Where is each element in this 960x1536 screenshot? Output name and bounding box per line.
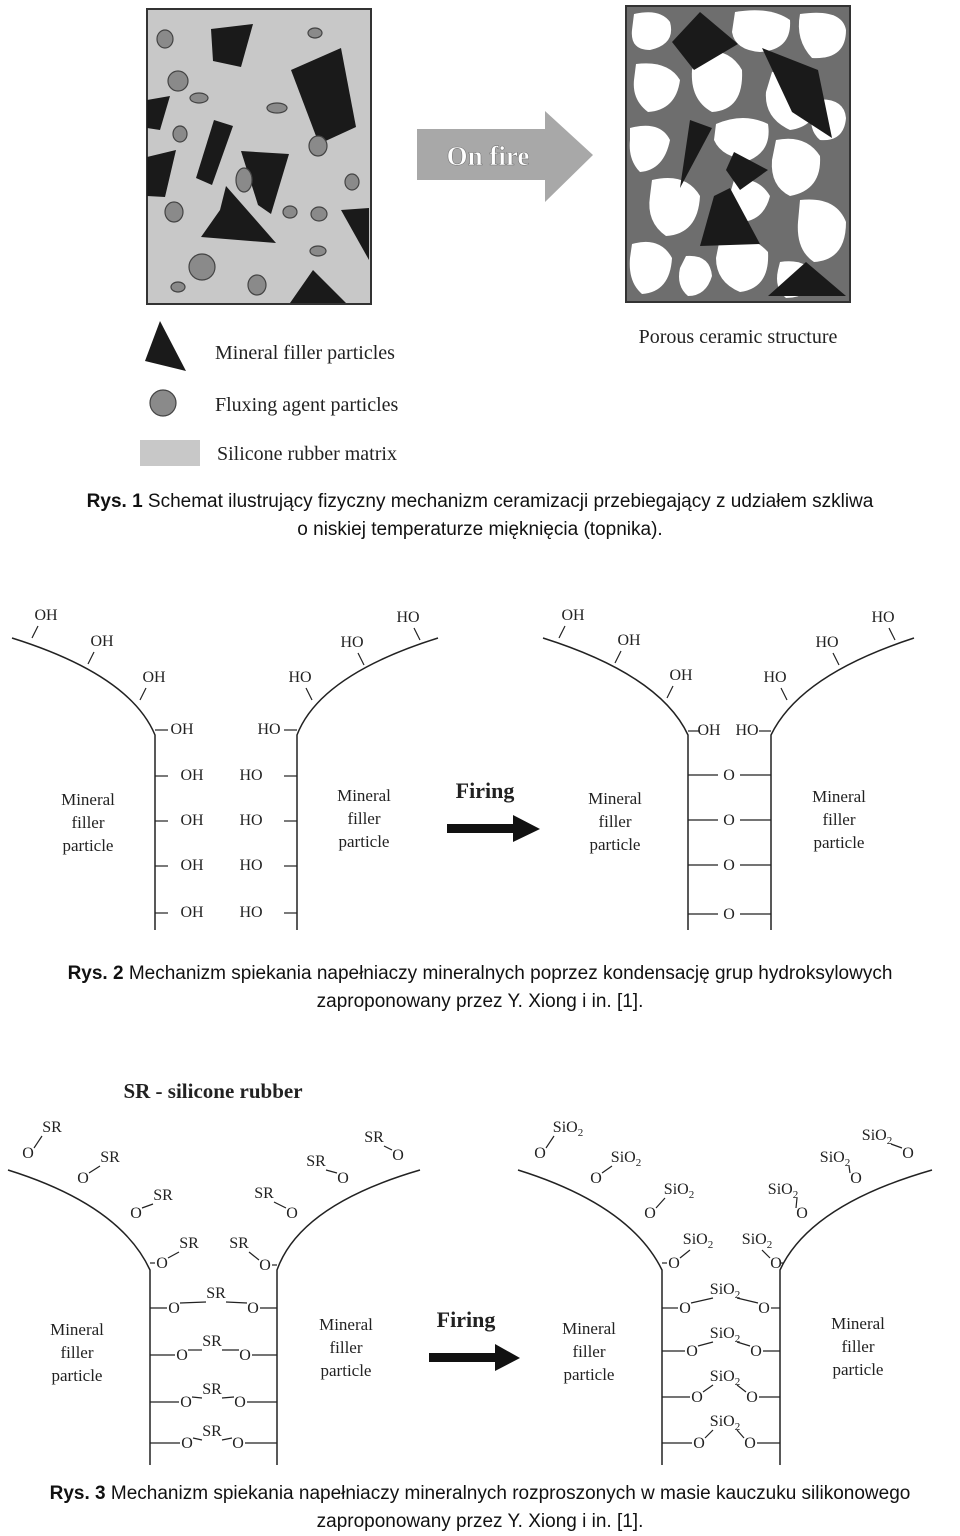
sr-label: SR bbox=[229, 1235, 249, 1252]
oxygen-label: O bbox=[723, 812, 735, 829]
sr-label: SR bbox=[153, 1187, 173, 1204]
oxygen-label: O bbox=[22, 1145, 34, 1162]
bond-line bbox=[546, 1136, 554, 1148]
hydroxyl-label: HO bbox=[763, 669, 787, 686]
sio2-label: SiO$_2$ bbox=[741, 1231, 773, 1251]
bond-line bbox=[705, 1430, 713, 1438]
hydroxyl-label: OH bbox=[669, 667, 693, 684]
particle-label-line: Mineral bbox=[337, 786, 391, 805]
oxygen-label: O bbox=[723, 857, 735, 874]
hydroxyl-label: HO bbox=[257, 721, 281, 738]
sio2-label: SiO$_2$ bbox=[709, 1281, 741, 1301]
sio2-label: SiO$_2$ bbox=[552, 1119, 584, 1139]
oxygen-label: O bbox=[686, 1343, 698, 1360]
hydroxyl-label: OH bbox=[180, 857, 204, 874]
bond-line bbox=[193, 1438, 202, 1440]
hydroxyl-label: OH bbox=[90, 633, 114, 650]
figure-1 bbox=[0, 0, 960, 470]
hydroxyl-label: HO bbox=[340, 634, 364, 651]
bond-line bbox=[306, 688, 312, 700]
sr-label: SR bbox=[179, 1235, 199, 1252]
particle-label-line: particle bbox=[338, 832, 390, 851]
sr-label: SR bbox=[202, 1381, 222, 1398]
particle-label-line: particle bbox=[589, 835, 641, 854]
particle-label-line: particle bbox=[813, 833, 865, 852]
oxygen-label: O bbox=[668, 1255, 680, 1272]
oxygen-label: O bbox=[750, 1343, 762, 1360]
particle-label-line: filler bbox=[329, 1338, 363, 1357]
triangle-icon bbox=[145, 321, 186, 371]
arrow-label: Firing bbox=[455, 778, 515, 803]
bond-line bbox=[667, 686, 673, 698]
bond-line bbox=[89, 1166, 100, 1173]
sio2-label: SiO$_2$ bbox=[709, 1325, 741, 1345]
hydroxyl-label: OH bbox=[697, 722, 721, 739]
bond-line bbox=[889, 628, 895, 640]
bond-line bbox=[615, 651, 621, 663]
bond-line bbox=[274, 1202, 286, 1208]
hydroxyl-label: OH bbox=[561, 607, 585, 624]
bond-line bbox=[168, 1252, 179, 1258]
particle-label-line: particle bbox=[51, 1366, 103, 1385]
arrow-label: Firing bbox=[436, 1307, 496, 1332]
caption-1: Rys. 1 Schemat ilustrujący fizyczny mechanizm ceramizacji przebiegający z udziałem szkliwa o niskiej temperaturze mięknięcia (topnika). bbox=[86, 491, 874, 540]
oxygen-label: O bbox=[744, 1435, 756, 1452]
bond-line bbox=[88, 652, 94, 664]
bond-line bbox=[222, 1438, 232, 1440]
particle-label-line: particle bbox=[320, 1361, 372, 1380]
bond-line bbox=[384, 1146, 392, 1150]
figure-2 bbox=[0, 585, 960, 955]
hydroxyl-label: OH bbox=[180, 904, 204, 921]
bond-line bbox=[180, 1302, 206, 1303]
oxygen-label: O bbox=[180, 1394, 192, 1411]
firing-arrow bbox=[429, 1307, 520, 1371]
oxygen-label: O bbox=[679, 1300, 691, 1317]
bond-line bbox=[326, 1170, 337, 1173]
oxygen-label: O bbox=[156, 1255, 168, 1272]
hydroxyl-label: HO bbox=[288, 669, 312, 686]
oxygen-label: O bbox=[534, 1145, 546, 1162]
particle-label-line: filler bbox=[71, 813, 105, 832]
sio2-label: SiO$_2$ bbox=[682, 1231, 714, 1251]
bond-line bbox=[691, 1298, 713, 1303]
oxygen-label: O bbox=[590, 1170, 602, 1187]
sio2-label: SiO$_2$ bbox=[767, 1181, 799, 1201]
bond-line bbox=[762, 1250, 770, 1258]
result-label: Porous ceramic structure bbox=[638, 326, 838, 348]
sr-label: SR bbox=[306, 1153, 326, 1170]
porous-ceramic-panel bbox=[626, 6, 850, 302]
oxygen-label: O bbox=[693, 1435, 705, 1452]
caption-2: Rys. 2 Mechanizm spiekania napełniaczy mineralnych poprzez kondensację grup hydroksylowych zaproponowany przez Y. Xiong i in. [1]. bbox=[67, 963, 893, 1012]
particle-label-line: filler bbox=[598, 812, 632, 831]
bond-line bbox=[142, 1204, 153, 1208]
bond-line bbox=[249, 1252, 259, 1260]
particle-label-line: particle bbox=[62, 836, 114, 855]
hydroxyl-label: HO bbox=[239, 904, 263, 921]
sr-label: SR bbox=[254, 1185, 274, 1202]
sr-label: SR bbox=[202, 1333, 222, 1350]
oxygen-label: O bbox=[181, 1435, 193, 1452]
legend-label-filler: Mineral filler particles bbox=[215, 342, 395, 364]
hydroxyl-label: OH bbox=[34, 607, 58, 624]
hydroxyl-label: HO bbox=[239, 857, 263, 874]
hydroxyl-label: OH bbox=[180, 812, 204, 829]
arrow-label: On fire bbox=[446, 141, 530, 171]
hydroxyl-label: HO bbox=[239, 812, 263, 829]
figure-3 bbox=[0, 1070, 960, 1470]
oxygen-label: O bbox=[392, 1147, 404, 1164]
sio2-label: SiO$_2$ bbox=[819, 1149, 851, 1169]
bond-line bbox=[680, 1250, 690, 1258]
oxygen-label: O bbox=[850, 1170, 862, 1187]
oxygen-label: O bbox=[232, 1435, 244, 1452]
oxygen-label: O bbox=[239, 1347, 251, 1364]
figure-title: SR - silicone rubber bbox=[123, 1079, 303, 1103]
bond-line bbox=[34, 1136, 42, 1148]
oxygen-label: O bbox=[644, 1205, 656, 1222]
firing-arrow bbox=[447, 778, 540, 842]
sr-label: SR bbox=[100, 1149, 120, 1166]
oxygen-label: O bbox=[176, 1347, 188, 1364]
hydroxyl-label: HO bbox=[815, 634, 839, 651]
legend-label-flux: Fluxing agent particles bbox=[215, 394, 399, 416]
sr-label: SR bbox=[42, 1119, 62, 1136]
bond-line bbox=[222, 1397, 234, 1398]
sio2-label: SiO$_2$ bbox=[709, 1368, 741, 1388]
bond-line bbox=[656, 1198, 665, 1208]
oxygen-label: O bbox=[130, 1205, 142, 1222]
bond-line bbox=[891, 1144, 902, 1148]
hydroxyl-label: OH bbox=[170, 721, 194, 738]
bond-line bbox=[703, 1385, 713, 1392]
particle-label-line: filler bbox=[60, 1343, 94, 1362]
oxygen-label: O bbox=[234, 1394, 246, 1411]
particle-label-line: Mineral bbox=[588, 789, 642, 808]
oxygen-label: O bbox=[746, 1389, 758, 1406]
sio2-label: SiO$_2$ bbox=[709, 1413, 741, 1433]
oxygen-label: O bbox=[77, 1170, 89, 1187]
bond-line bbox=[358, 653, 364, 665]
particle-label-line: particle bbox=[832, 1360, 884, 1379]
particle-label-line: Mineral bbox=[50, 1320, 104, 1339]
oxygen-label: O bbox=[758, 1300, 770, 1317]
bond-line bbox=[140, 688, 146, 700]
oxygen-label: O bbox=[691, 1389, 703, 1406]
bond-line bbox=[559, 626, 565, 638]
bond-line bbox=[698, 1342, 713, 1346]
oxygen-label: O bbox=[723, 906, 735, 923]
oxygen-label: O bbox=[902, 1145, 914, 1162]
caption-label: Rys. 1 bbox=[86, 491, 143, 512]
bond-line bbox=[192, 1397, 202, 1398]
sio2-label: SiO$_2$ bbox=[861, 1127, 893, 1147]
sio2-label: SiO$_2$ bbox=[663, 1181, 695, 1201]
sr-label: SR bbox=[206, 1285, 226, 1302]
sio2-label: SiO$_2$ bbox=[610, 1149, 642, 1169]
hydroxyl-label: HO bbox=[239, 767, 263, 784]
oxygen-label: O bbox=[247, 1300, 259, 1317]
oxygen-label: O bbox=[286, 1205, 298, 1222]
caption-label: Rys. 3 bbox=[49, 1483, 106, 1504]
particle-label-line: Mineral bbox=[61, 790, 115, 809]
legend bbox=[140, 321, 399, 466]
hydroxyl-label: HO bbox=[735, 722, 759, 739]
caption-label: Rys. 2 bbox=[67, 963, 124, 984]
sr-label: SR bbox=[202, 1423, 222, 1440]
oxygen-label: O bbox=[337, 1170, 349, 1187]
oxygen-label: O bbox=[796, 1205, 808, 1222]
hydroxyl-label: OH bbox=[617, 632, 641, 649]
hydroxyl-label: HO bbox=[396, 609, 420, 626]
bond-line bbox=[602, 1166, 612, 1173]
hydroxyl-label: OH bbox=[180, 767, 204, 784]
oxygen-label: O bbox=[259, 1257, 271, 1274]
bond-line bbox=[32, 626, 38, 638]
bond-line bbox=[781, 688, 787, 700]
particle-label-line: Mineral bbox=[812, 787, 866, 806]
circle-icon bbox=[150, 390, 176, 416]
particle-label-line: filler bbox=[347, 809, 381, 828]
oxygen-label: O bbox=[770, 1255, 782, 1272]
silicone-composite-panel bbox=[147, 9, 371, 304]
particle-label-line: Mineral bbox=[831, 1314, 885, 1333]
particle-label-line: Mineral bbox=[319, 1315, 373, 1334]
bond-line bbox=[833, 653, 839, 665]
particle-label-line: filler bbox=[572, 1342, 606, 1361]
rectangle-icon bbox=[140, 440, 200, 466]
oxygen-label: O bbox=[168, 1300, 180, 1317]
particle-label-line: particle bbox=[563, 1365, 615, 1384]
hydroxyl-label: HO bbox=[871, 609, 895, 626]
caption-3: Rys. 3 Mechanizm spiekania napełniaczy mineralnych rozproszonych w masie kauczuku silikonowego zaproponowany przez Y. Xiong i in. [1]. bbox=[49, 1483, 911, 1532]
hydroxyl-label: OH bbox=[142, 669, 166, 686]
oxygen-label: O bbox=[723, 767, 735, 784]
particle-label-line: filler bbox=[841, 1337, 875, 1356]
legend-label-matrix: Silicone rubber matrix bbox=[217, 443, 397, 465]
bond-line bbox=[226, 1302, 247, 1303]
particle-label-line: filler bbox=[822, 810, 856, 829]
bond-line bbox=[414, 628, 420, 640]
particle-label-line: Mineral bbox=[562, 1319, 616, 1338]
sr-label: SR bbox=[364, 1129, 384, 1146]
on-fire-arrow bbox=[417, 111, 593, 202]
